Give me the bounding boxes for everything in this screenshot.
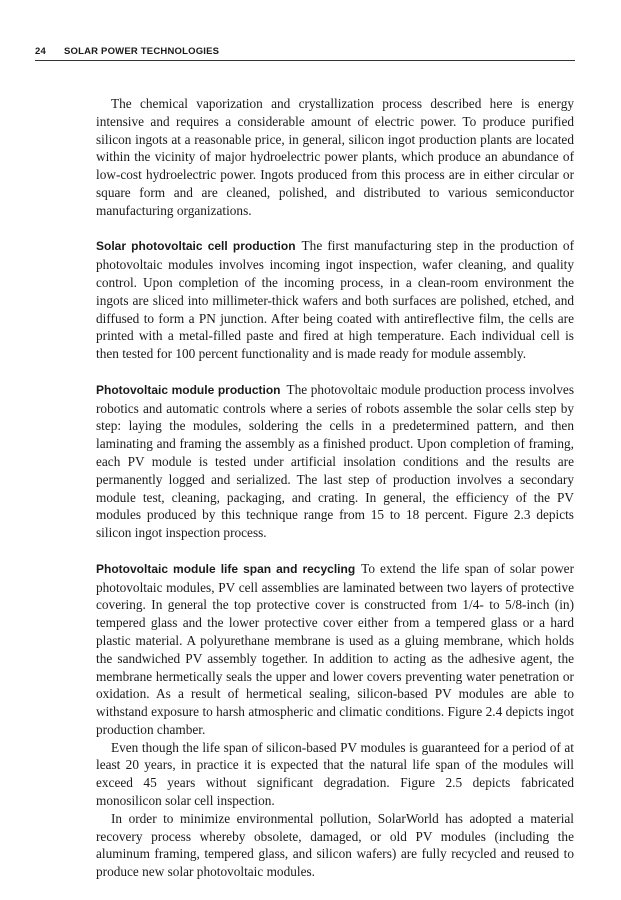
paragraph-text: The photovoltaic module production process involves robotics and automatic controls where a series of robots assemble the solar cells step by step: laying the modules, soldering the cells in a predetermined pattern, and then laminating and framing the assembly as a finished product. Upon completion of framing, each PV module is tested under artificial insolation conditions and the results are permanently logged and serialized. The last step of production involves a secondary module test, cleaning, packaging, and crating. In general, the efficiency of the PV modules produced by this technique range from 15 to 18 percent. Figure 2.3 depicts silicon ingot inspection process.: [96, 381, 574, 541]
paragraph: [96, 95, 574, 220]
paragraph-text: Even though the life span of silicon-based PV modules is guaranteed for a period of at least 20 years, in practice it is expected that the natural life span of the modules will exceed 45 years without significant degradation. Figure 2.5 depicts fabricated monosilicon solar cell inspection.: [96, 739, 574, 809]
section-heading: Solar photovoltaic cell production: [96, 239, 296, 254]
paragraph-text: The first manufacturing step in the production of photovoltaic modules involves incoming ingot inspection, wafer cleaning, and quality control. Upon completion of the incoming process, in a clean-room environment the ingots are sliced into millimeter-thick wafers and both surfaces are polished, etched, and diffused to form a PN junction. After being coated with antireflective film, the cells are printed with a metal-filled paste and fired at high temperature. Each individual cell is then tested for 100 percent functionality and is made ready for module assembly.: [96, 238, 575, 362]
section-cell-production: [96, 237, 574, 363]
paragraph-text: The chemical vaporization and crystallization process described here is energy intensive and requires a considerable amount of electric power. To produce purified silicon ingots at a reasonable price, in general, silicon ingot production plants are located within the vicinity of major hydroelectric power plants, which produce an abundance of low-cost hydroelectric power. Ingots produced from this process are in either circular or square form and are cleaned, polished, and distributed to various semiconductor manufacturing organizations.: [96, 96, 574, 218]
paragraph-text: To extend the life span of solar power photovoltaic modules, PV cell assemblies are laminated between two layers of protective covering. In general the top protective cover is constructed from 1/4- to 5/8-inch (in) tempered glass and the lower protective cover either from a tempered glass or a hard plastic material. A polyurethane membrane is used as a gluing membrane, which holds the sandwiched PV assembly together. In addition to acting as the adhesive agent, the membrane hermetically seals the upper and lower covers preventing water penetration or oxidation. As a result of hermetical sealing, silicon-based PV modules are able to withstand exposure to harsh atmospheric and climatic conditions. Figure 2.4 depicts ingot production chamber.: [96, 560, 575, 737]
running-title: SOLAR POWER TECHNOLOGIES: [63, 46, 220, 57]
page-number: 24: [35, 46, 46, 57]
section-heading: Photovoltaic module life span and recycling: [96, 561, 356, 576]
section-heading: Photovoltaic module production: [96, 382, 281, 397]
paragraph-text: In order to minimize environmental pollution, SolarWorld has adopted a material recovery process whereby obsolete, damaged, or old PV modules (including the aluminum framing, tempered glass, and silicon wafers) are fully recycled and reused to produce new solar photovoltaic modules.: [96, 810, 574, 880]
paragraph: [96, 810, 574, 881]
paragraph: [96, 739, 574, 810]
body-text: [96, 95, 574, 881]
section-module-production: [96, 381, 574, 542]
section-life-span-recycling: [96, 560, 574, 739]
running-header: [35, 44, 575, 61]
